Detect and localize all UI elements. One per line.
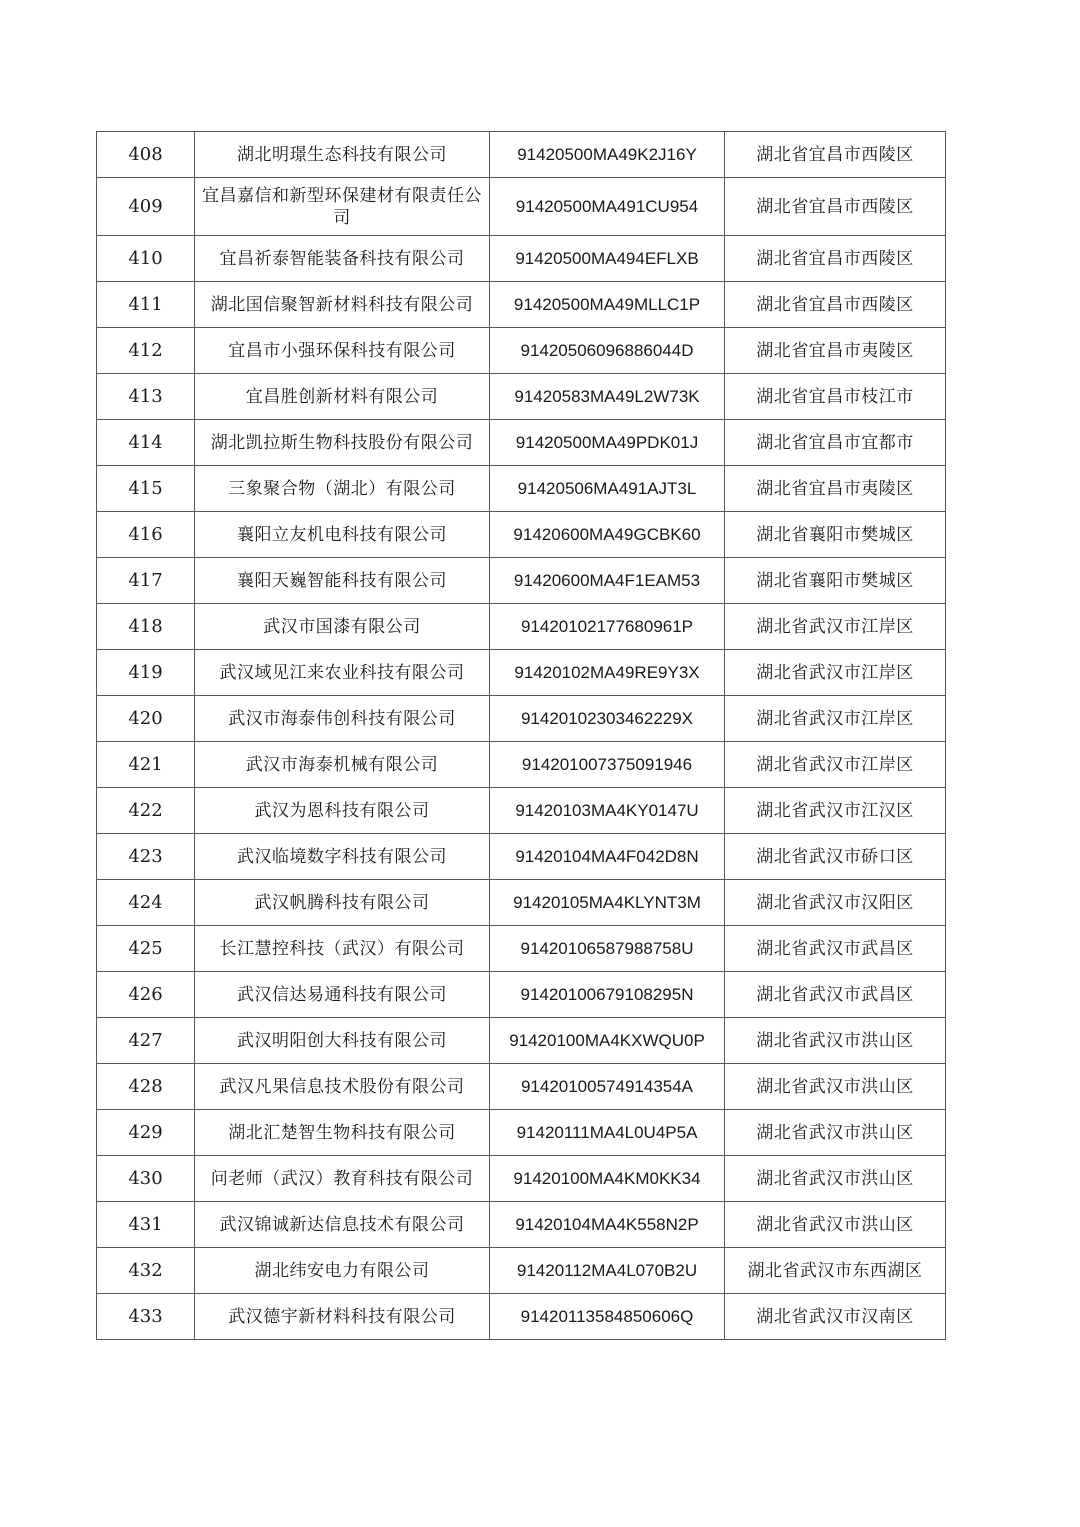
row-number: 428 — [97, 1064, 195, 1110]
company-region: 湖北省武汉市江汉区 — [725, 788, 946, 834]
row-number: 430 — [97, 1156, 195, 1202]
company-name: 武汉域见江来农业科技有限公司 — [195, 650, 490, 696]
table-row — [97, 880, 946, 926]
credit-code: 91420500MA49MLLC1P — [490, 282, 725, 328]
company-region: 湖北省宜昌市宜都市 — [725, 420, 946, 466]
credit-code: 91420500MA49PDK01J — [490, 420, 725, 466]
company-region: 湖北省武汉市洪山区 — [725, 1202, 946, 1248]
credit-code: 91420113584850606Q — [490, 1294, 725, 1340]
credit-code: 91420600MA4F1EAM53 — [490, 558, 725, 604]
row-number: 414 — [97, 420, 195, 466]
row-number: 426 — [97, 972, 195, 1018]
company-region: 湖北省武汉市江岸区 — [725, 742, 946, 788]
row-number: 412 — [97, 328, 195, 374]
company-region: 湖北省武汉市武昌区 — [725, 972, 946, 1018]
table-row — [97, 420, 946, 466]
credit-code: 91420500MA491CU954 — [490, 178, 725, 236]
company-region: 湖北省武汉市汉南区 — [725, 1294, 946, 1340]
row-number: 420 — [97, 696, 195, 742]
company-name: 襄阳天巍智能科技有限公司 — [195, 558, 490, 604]
table-row — [97, 1018, 946, 1064]
credit-code: 91420102MA49RE9Y3X — [490, 650, 725, 696]
table-row — [97, 236, 946, 282]
company-name: 武汉市海泰机械有限公司 — [195, 742, 490, 788]
company-region: 湖北省宜昌市西陵区 — [725, 132, 946, 178]
table-row — [97, 1064, 946, 1110]
company-name: 武汉明阳创大科技有限公司 — [195, 1018, 490, 1064]
table-row — [97, 604, 946, 650]
row-number: 419 — [97, 650, 195, 696]
company-name: 武汉为恩科技有限公司 — [195, 788, 490, 834]
company-name: 湖北国信聚智新材料科技有限公司 — [195, 282, 490, 328]
company-name: 宜昌祈泰智能装备科技有限公司 — [195, 236, 490, 282]
table-row — [97, 1202, 946, 1248]
company-name: 宜昌嘉信和新型环保建材有限责任公司 — [195, 178, 490, 236]
company-region: 湖北省武汉市洪山区 — [725, 1110, 946, 1156]
credit-code: 91420102303462229X — [490, 696, 725, 742]
company-name: 武汉德宇新材料科技有限公司 — [195, 1294, 490, 1340]
table-row — [97, 926, 946, 972]
company-region: 湖北省武汉市武昌区 — [725, 926, 946, 972]
credit-code: 91420100574914354A — [490, 1064, 725, 1110]
table-row — [97, 1248, 946, 1294]
credit-code: 91420111MA4L0U4P5A — [490, 1110, 725, 1156]
company-name: 武汉临境数字科技有限公司 — [195, 834, 490, 880]
credit-code: 914201007375091946 — [490, 742, 725, 788]
credit-code: 91420100MA4KM0KK34 — [490, 1156, 725, 1202]
credit-code: 91420506096886044D — [490, 328, 725, 374]
company-name: 武汉市海泰伟创科技有限公司 — [195, 696, 490, 742]
credit-code: 91420506MA491AJT3L — [490, 466, 725, 512]
company-region: 湖北省宜昌市西陵区 — [725, 236, 946, 282]
company-region: 湖北省宜昌市枝江市 — [725, 374, 946, 420]
company-name: 问老师（武汉）教育科技有限公司 — [195, 1156, 490, 1202]
company-name: 长江慧控科技（武汉）有限公司 — [195, 926, 490, 972]
company-region: 湖北省襄阳市樊城区 — [725, 512, 946, 558]
credit-code: 91420100679108295N — [490, 972, 725, 1018]
company-region: 湖北省武汉市洪山区 — [725, 1018, 946, 1064]
row-number: 424 — [97, 880, 195, 926]
row-number: 431 — [97, 1202, 195, 1248]
company-region: 湖北省武汉市汉阳区 — [725, 880, 946, 926]
company-region: 湖北省武汉市洪山区 — [725, 1064, 946, 1110]
company-region: 湖北省宜昌市夷陵区 — [725, 466, 946, 512]
company-region: 湖北省武汉市江岸区 — [725, 696, 946, 742]
row-number: 421 — [97, 742, 195, 788]
row-number: 425 — [97, 926, 195, 972]
company-name: 襄阳立友机电科技有限公司 — [195, 512, 490, 558]
company-region: 湖北省武汉市洪山区 — [725, 1156, 946, 1202]
company-name: 湖北凯拉斯生物科技股份有限公司 — [195, 420, 490, 466]
company-region: 湖北省宜昌市西陵区 — [725, 282, 946, 328]
table-row — [97, 650, 946, 696]
company-name: 湖北明璟生态科技有限公司 — [195, 132, 490, 178]
company-region: 湖北省襄阳市樊城区 — [725, 558, 946, 604]
row-number: 415 — [97, 466, 195, 512]
table-row — [97, 742, 946, 788]
row-number: 416 — [97, 512, 195, 558]
credit-code: 91420583MA49L2W73K — [490, 374, 725, 420]
row-number: 410 — [97, 236, 195, 282]
table-row — [97, 132, 946, 178]
table-row — [97, 558, 946, 604]
company-name: 武汉锦诚新达信息技术有限公司 — [195, 1202, 490, 1248]
row-number: 429 — [97, 1110, 195, 1156]
table-row — [97, 1294, 946, 1340]
row-number: 409 — [97, 178, 195, 236]
row-number: 433 — [97, 1294, 195, 1340]
row-number: 418 — [97, 604, 195, 650]
company-region: 湖北省武汉市东西湖区 — [725, 1248, 946, 1294]
table-row — [97, 178, 946, 236]
company-region: 湖北省武汉市江岸区 — [725, 650, 946, 696]
table-row — [97, 374, 946, 420]
table-row — [97, 972, 946, 1018]
row-number: 408 — [97, 132, 195, 178]
company-region: 湖北省宜昌市夷陵区 — [725, 328, 946, 374]
company-name: 武汉凡果信息技术股份有限公司 — [195, 1064, 490, 1110]
credit-code: 91420106587988758U — [490, 926, 725, 972]
table-row — [97, 1110, 946, 1156]
credit-code: 91420104MA4K558N2P — [490, 1202, 725, 1248]
row-number: 427 — [97, 1018, 195, 1064]
credit-code: 91420103MA4KY0147U — [490, 788, 725, 834]
company-list-table — [96, 131, 946, 1340]
company-name: 武汉市国漆有限公司 — [195, 604, 490, 650]
company-name: 湖北纬安电力有限公司 — [195, 1248, 490, 1294]
table-row — [97, 788, 946, 834]
row-number: 411 — [97, 282, 195, 328]
table-row — [97, 282, 946, 328]
table-row — [97, 328, 946, 374]
company-name: 宜昌胜创新材料有限公司 — [195, 374, 490, 420]
company-region: 湖北省宜昌市西陵区 — [725, 178, 946, 236]
company-name: 湖北汇楚智生物科技有限公司 — [195, 1110, 490, 1156]
company-name: 三象聚合物（湖北）有限公司 — [195, 466, 490, 512]
row-number: 422 — [97, 788, 195, 834]
row-number: 417 — [97, 558, 195, 604]
table-body — [97, 132, 946, 1340]
company-region: 湖北省武汉市硚口区 — [725, 834, 946, 880]
company-name: 武汉帆腾科技有限公司 — [195, 880, 490, 926]
row-number: 432 — [97, 1248, 195, 1294]
credit-code: 91420105MA4KLYNT3M — [490, 880, 725, 926]
credit-code: 91420104MA4F042D8N — [490, 834, 725, 880]
credit-code: 91420500MA49K2J16Y — [490, 132, 725, 178]
table-row — [97, 1156, 946, 1202]
company-name: 武汉信达易通科技有限公司 — [195, 972, 490, 1018]
company-region: 湖北省武汉市江岸区 — [725, 604, 946, 650]
row-number: 423 — [97, 834, 195, 880]
row-number: 413 — [97, 374, 195, 420]
company-name: 宜昌市小强环保科技有限公司 — [195, 328, 490, 374]
table-row — [97, 512, 946, 558]
credit-code: 91420102177680961P — [490, 604, 725, 650]
table-row — [97, 834, 946, 880]
credit-code: 91420500MA494EFLXB — [490, 236, 725, 282]
table-row — [97, 696, 946, 742]
credit-code: 91420600MA49GCBK60 — [490, 512, 725, 558]
credit-code: 91420100MA4KXWQU0P — [490, 1018, 725, 1064]
credit-code: 91420112MA4L070B2U — [490, 1248, 725, 1294]
table-row — [97, 466, 946, 512]
